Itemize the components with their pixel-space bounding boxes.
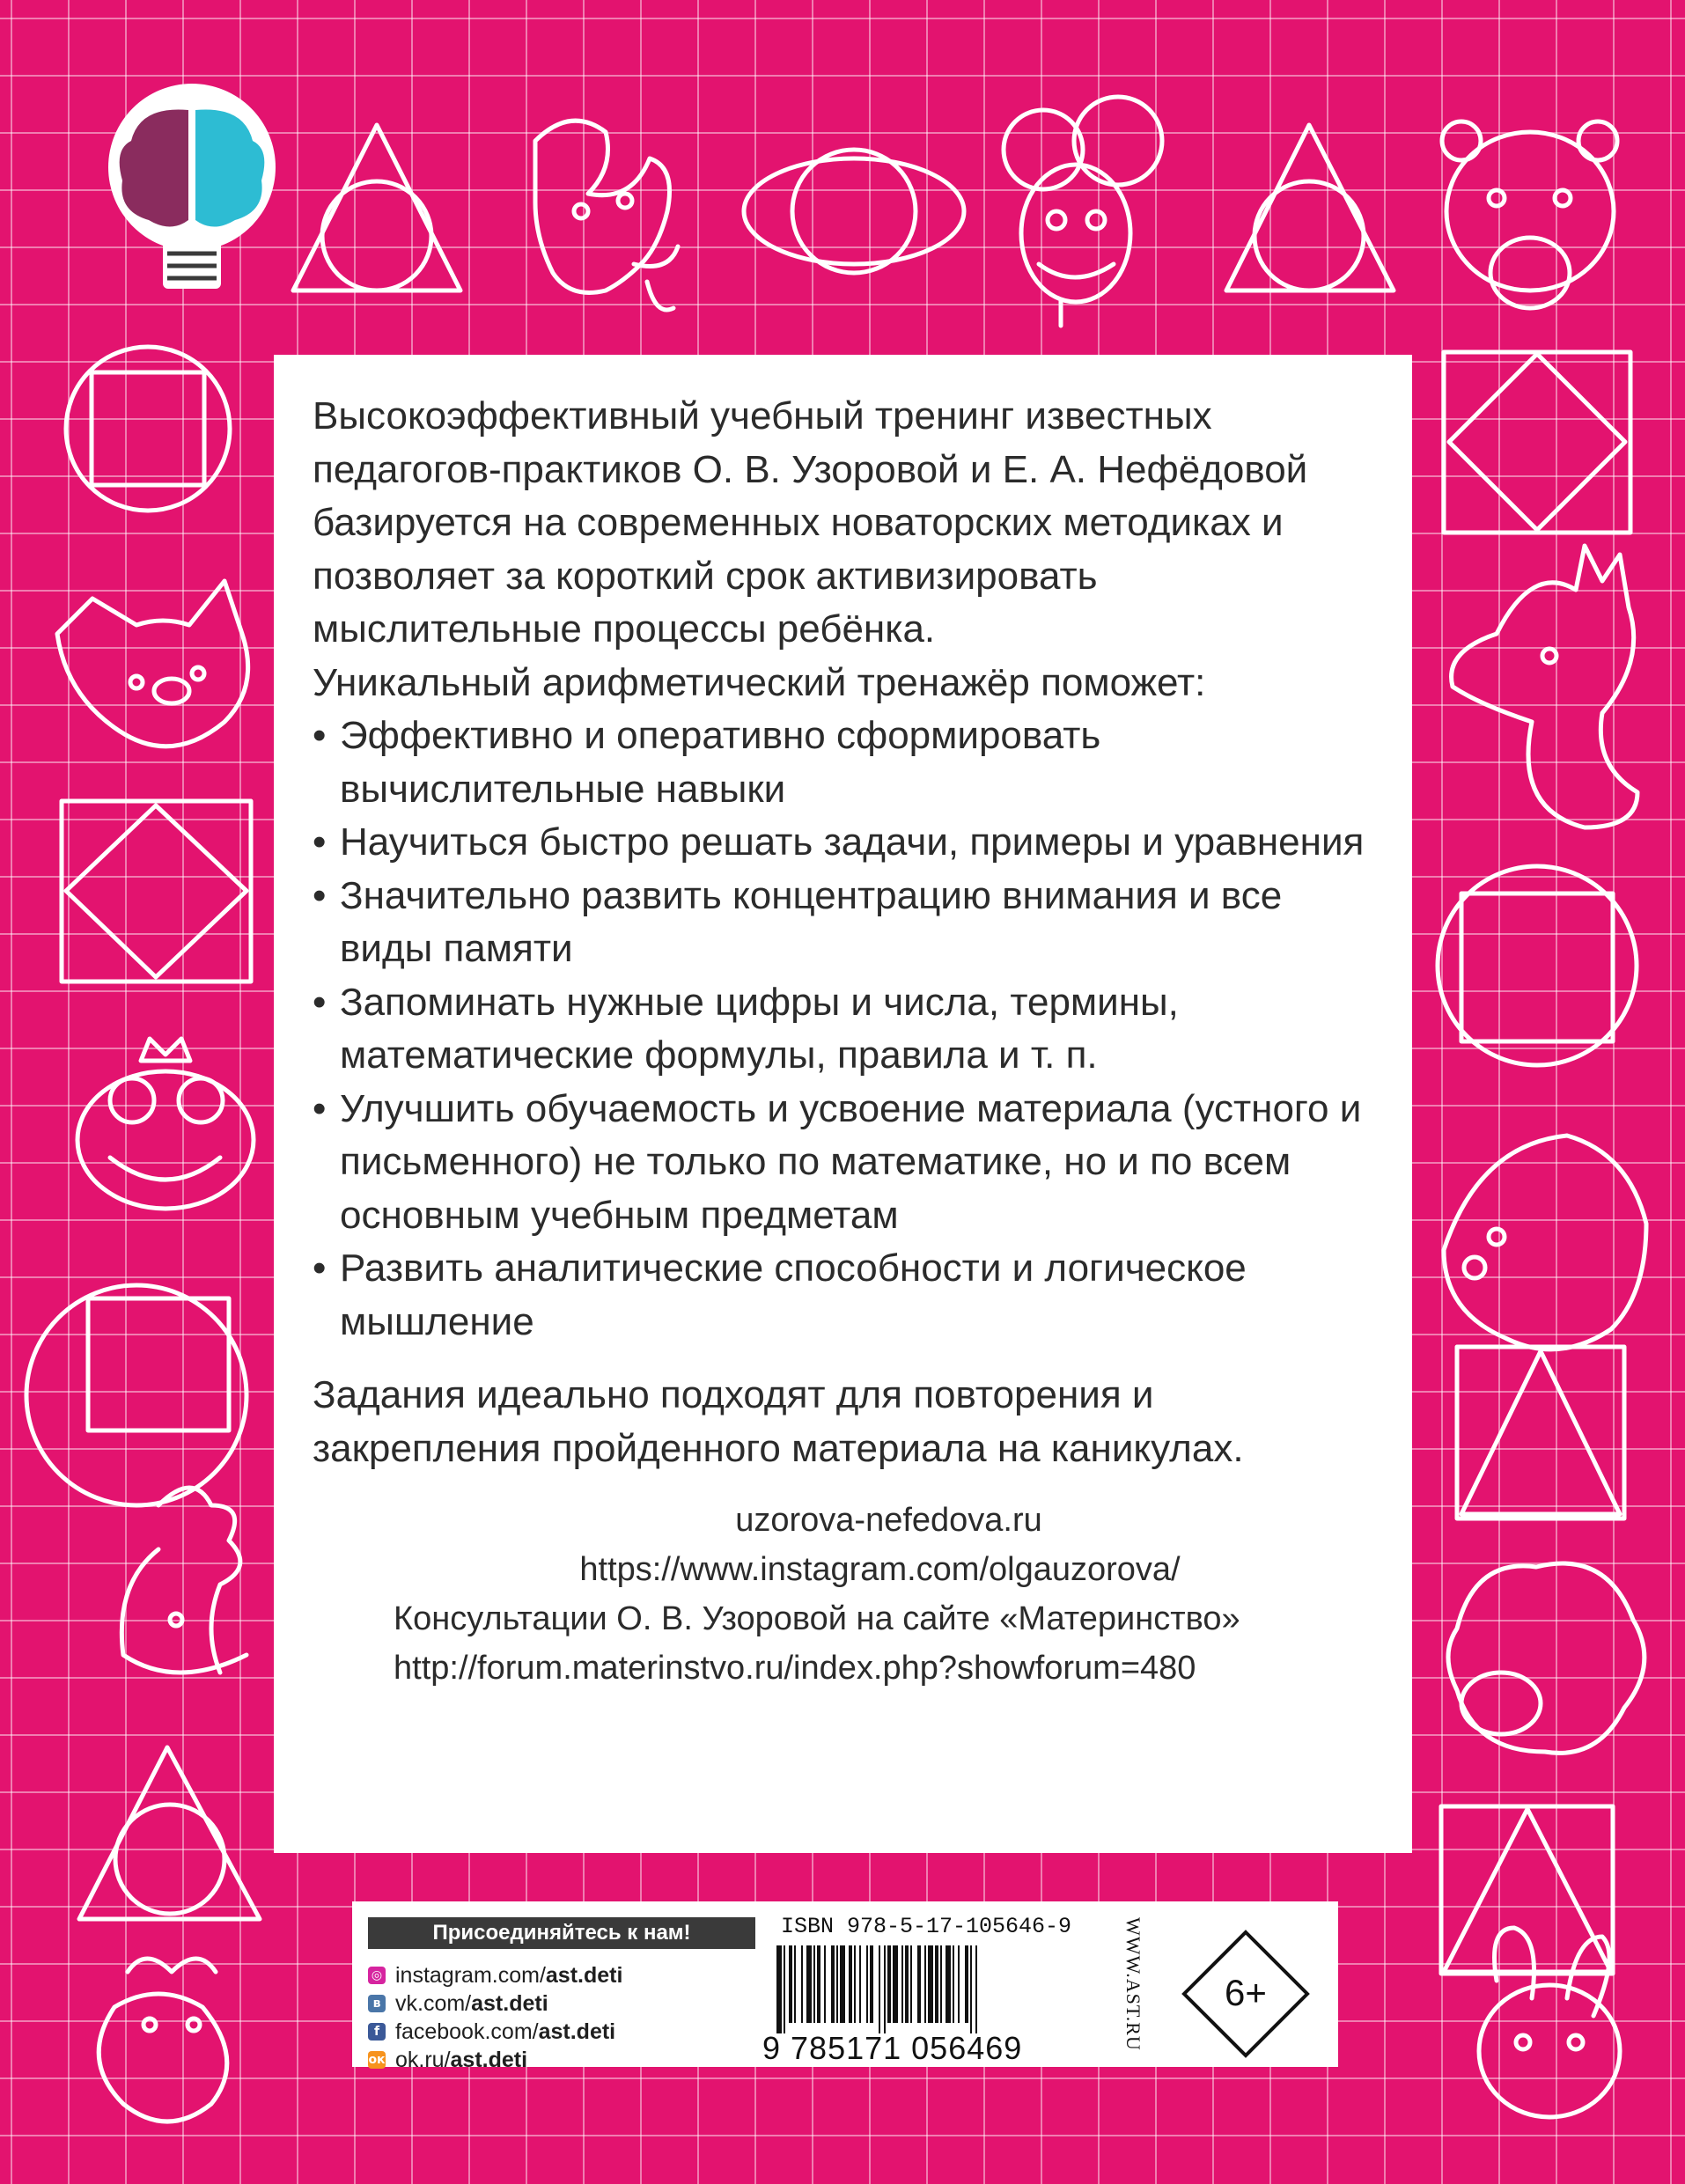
camel-icon <box>1442 121 1617 308</box>
barcode-bar <box>917 1945 921 2023</box>
back-cover-info-strip <box>352 1901 1338 2072</box>
isbn-text: ISBN 978-5-17-105646-9 <box>781 1914 1072 1939</box>
list-item: • Научиться быстро решать задачи, примеры и уравнения <box>313 816 1377 870</box>
barcode-bar <box>970 1945 972 2033</box>
triangle-circle-icon <box>79 1747 260 1919</box>
barcode-bar <box>801 1945 803 2023</box>
social-item-ok[interactable] <box>368 2046 622 2074</box>
barcode-bar <box>928 1945 933 2023</box>
cat-icon <box>57 581 248 746</box>
barcode-bar <box>901 1945 903 2023</box>
barcode-bar <box>940 1945 942 2023</box>
social-item-facebook[interactable] <box>368 2018 622 2046</box>
barcode-bar <box>806 1945 812 2023</box>
barcode-bar <box>866 1945 868 2023</box>
giraffe-icon <box>1452 546 1637 827</box>
social-item-instagram[interactable] <box>368 1961 622 1989</box>
sheep-icon <box>1448 1563 1645 1753</box>
barcode-bar <box>975 1945 977 2033</box>
barcode-bar <box>893 1945 898 2023</box>
facebook-icon: f <box>368 2023 386 2041</box>
goat-icon <box>99 1959 227 2121</box>
age-rating-text: 6+ <box>1225 1972 1267 2013</box>
closing-text: Задания идеально подходят для повторения и закрепления пройденного материала на каникулах. <box>313 1373 1244 1470</box>
social-handle: ast.deti <box>538 2019 616 2044</box>
dog-icon <box>535 121 678 310</box>
consult-text: Консультации О. В. Узоровой на сайте «Материнство» <box>394 1600 1240 1637</box>
circle-square-icon <box>66 347 230 511</box>
barcode-bar <box>958 1945 960 2023</box>
barcode-bar <box>905 1945 909 2023</box>
barcode-bar <box>776 1945 782 2033</box>
barcode-bar <box>870 1945 873 2023</box>
barcode-bar <box>854 1945 856 2023</box>
social-prefix: facebook.com/ <box>395 2019 539 2044</box>
circle-square-icon <box>26 1285 246 1505</box>
subhead-text: Уникальный арифметический тренажёр поможет: <box>313 660 1206 704</box>
brain-lightbulb-icon <box>108 84 276 289</box>
hedgehog-icon <box>1444 1136 1646 1349</box>
social-item-vk[interactable] <box>368 1989 622 2018</box>
barcode-bar <box>817 1945 820 2023</box>
barcode-bar <box>953 1945 954 2023</box>
forum-link[interactable]: http://forum.materinstvo.ru/index.php?showforum=480 <box>394 1650 1196 1687</box>
list-item: • Значительно развить концентрацию внимания и все виды памяти <box>313 870 1377 976</box>
links-block <box>313 1496 1377 1693</box>
barcode-bar <box>794 1945 796 2023</box>
circle-square-icon <box>1438 866 1637 1065</box>
barcode-bar <box>965 1945 968 2023</box>
square-triangle-icon <box>1441 1806 1613 1974</box>
barcode-bar <box>859 1945 861 2023</box>
barcode-bar <box>879 1945 880 2033</box>
social-prefix: instagram.com/ <box>395 1963 546 1988</box>
rooster-icon <box>121 1488 246 1673</box>
triangle-circle-icon <box>293 125 460 290</box>
list-item: • Улучшить обучаемость и усвоение материала (устного и письменного) не только по математике, но и по всем основным учебным предметам <box>313 1083 1377 1243</box>
site-link[interactable]: uzorova-nefedova.ru <box>735 1502 1042 1539</box>
barcode-bar <box>924 1945 926 2023</box>
list-item: • Запоминать нужные цифры и числа, термины, математические формулы, правила и т. п. <box>313 976 1377 1083</box>
publisher-site-text: WWW.AST.RU <box>1122 1917 1144 2051</box>
barcode-bar <box>887 1945 891 2023</box>
publisher-site <box>1120 1917 1146 2058</box>
triangle-circle-icon <box>1226 125 1394 290</box>
list-item: • Эффективно и оперативно сформировать вычислительные навыки <box>313 710 1377 816</box>
mouse-icon <box>1004 97 1162 326</box>
social-prefix: ok.ru/ <box>395 2048 451 2072</box>
benefits-list <box>313 710 1377 1349</box>
barcode-bar <box>789 1945 792 2023</box>
join-title: Присоединяйтесь к нам! <box>368 1917 755 1949</box>
social-prefix: vk.com/ <box>395 1991 472 2016</box>
barcode-bar <box>831 1945 835 2023</box>
intro-text: Высокоэффективный учебный тренинг известных педагогов-практиков О. В. Узоровой и Е. А. Нефёдовой базируется на современных новаторских методиках и позволяет за короткий срок активизировать мыслительные процессы ребёнка. <box>313 394 1308 651</box>
barcode-bar <box>946 1945 951 2023</box>
barcode-bar <box>935 1945 938 2023</box>
instagram-link[interactable]: https://www.instagram.com/olgauzorova/ <box>579 1551 1181 1588</box>
social-handle: ast.deti <box>545 1963 623 1988</box>
ellipse-circle-icon <box>744 150 964 273</box>
instagram-icon: ◎ <box>368 1967 386 1984</box>
barcode-bar <box>884 1945 886 2033</box>
frog-prince-icon <box>77 1039 254 1209</box>
rabbit-icon <box>1479 1928 1620 2117</box>
barcode-bar <box>824 1945 826 2023</box>
barcode-bar <box>910 1945 912 2023</box>
square-diamond-icon <box>62 801 251 982</box>
square-diamond-icon <box>1444 352 1630 533</box>
barcode-bar <box>849 1945 852 2023</box>
vk-icon: в <box>368 1995 386 2012</box>
social-handle: ast.deti <box>471 1991 548 2016</box>
square-triangle-icon <box>1457 1347 1624 1519</box>
ok-icon: ок <box>368 2053 386 2067</box>
barcode <box>775 1945 1100 2033</box>
social-links <box>368 1961 622 2074</box>
barcode-number: 9 785171 056469 <box>762 2030 1023 2066</box>
barcode-bar <box>840 1945 845 2023</box>
barcode-bar <box>836 1945 838 2023</box>
social-handle: ast.deti <box>450 2048 528 2072</box>
description-panel <box>274 355 1412 1853</box>
barcode-bar <box>784 1945 785 2033</box>
list-item: • Развить аналитические способности и логическое мышление <box>313 1242 1377 1349</box>
barcode-bar <box>813 1945 815 2023</box>
